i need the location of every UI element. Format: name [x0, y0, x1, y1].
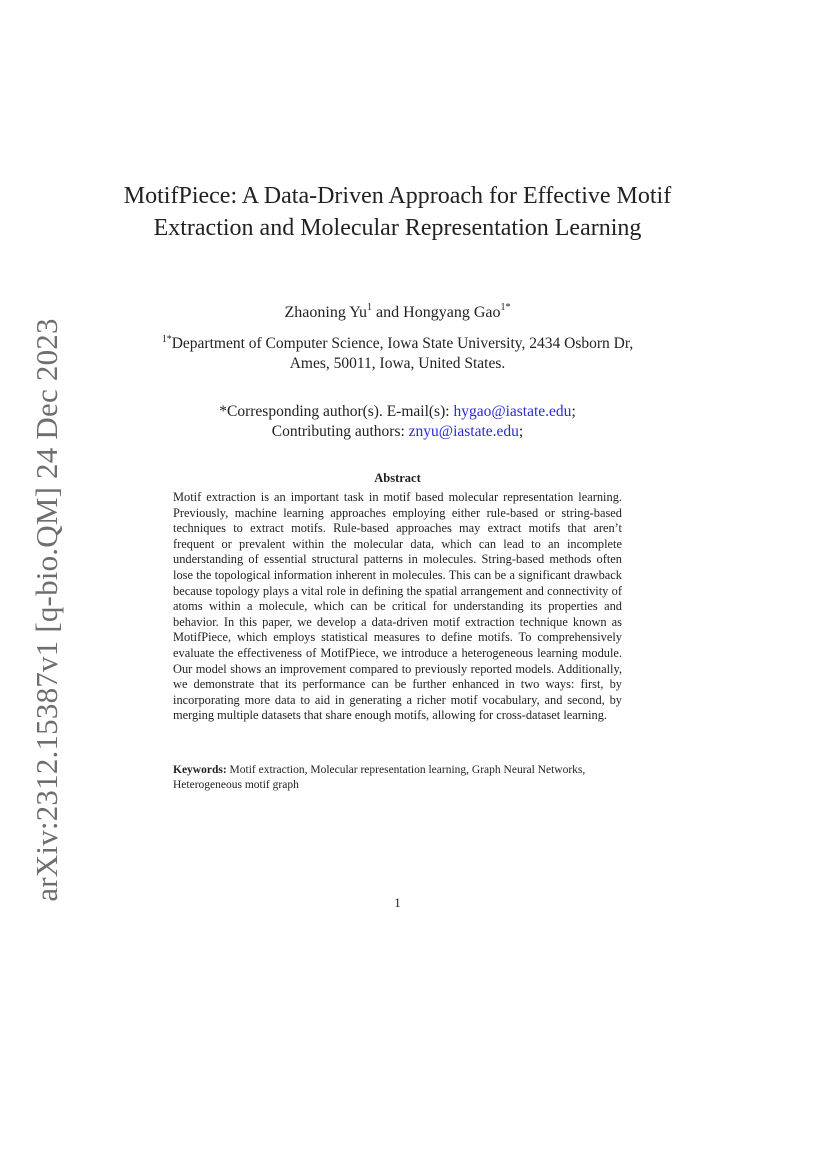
title-block	[120, 180, 675, 244]
author-affiliation-marker: 1*	[500, 302, 511, 313]
abstract-heading: Abstract	[374, 471, 421, 485]
corresponding-suffix: ;	[571, 403, 576, 420]
correspondence-block	[150, 402, 645, 442]
contributing-label: Contributing authors:	[271, 423, 409, 440]
contributing-suffix: ;	[518, 423, 524, 440]
author-name: Zhaoning Yu	[284, 304, 368, 321]
paper-title: MotifPiece: A Data-Driven Approach for Effective Motif Extraction and Molecular Representation Learning	[123, 183, 672, 241]
contributing-email-link[interactable]: znyu@iastate.edu	[408, 423, 519, 440]
corresponding-author-line	[150, 402, 645, 422]
abstract-body: Motif extraction is an important task in motif based molecular representation learning. Previously, machine learning approaches employing either rule-based or string-based techniques to extract motifs. Rule-based approaches may extract motifs that aren’t frequent or prevalent within the molecular data, which can lead to an incomplete understanding of essential structural patterns in molecules. String-based methods often lose the topological information inherent in molecules. This can be a significant drawback because topology plays a vital role in defining the spatial arrangement and connectivity of atoms within a molecule, which can be critical for understanding its properties and behavior. In this paper, we develop a data-driven motif extraction technique known as MotifPiece, which employs statistical measures to define motifs. To comprehensively evaluate the effectiveness of MotifPiece, we introduce a heterogeneous learning module. Our model shows an improvement compared to previously reported models. Additionally, we demonstrate that its performance can be further enhanced in two ways: first, by incorporating more data to aid in generating a richer motif vocabulary, and second, by merging multiple datasets that share enough motifs, allowing for cross-dataset learning.	[173, 490, 622, 723]
author-connector: and	[372, 304, 404, 321]
keywords	[173, 763, 622, 792]
contributing-author-line	[150, 422, 645, 442]
affiliation-text: Department of Computer Science, Iowa State University, 2434 Osborn Dr, Ames, 50011, Iowa, United States.	[171, 335, 634, 372]
corresponding-label: *Corresponding author(s). E-mail(s):	[219, 403, 454, 420]
arxiv-identifier-stamp: arXiv:2312.15387v1 [q-bio.QM] 24 Dec 2023	[29, 318, 64, 902]
affiliation-marker: 1*	[161, 334, 172, 345]
author-line	[120, 302, 675, 322]
corresponding-email-link[interactable]: hygao@iastate.edu	[453, 403, 572, 420]
page-number: 1	[394, 895, 401, 910]
keywords-label: Keywords:	[173, 764, 227, 776]
affiliation	[150, 330, 645, 374]
keywords-text: Motif extraction, Molecular representation learning, Graph Neural Networks, Heterogeneous motif graph	[173, 764, 586, 791]
author-affiliation-marker: 1	[367, 302, 373, 313]
author-name: Hongyang Gao	[403, 304, 501, 321]
